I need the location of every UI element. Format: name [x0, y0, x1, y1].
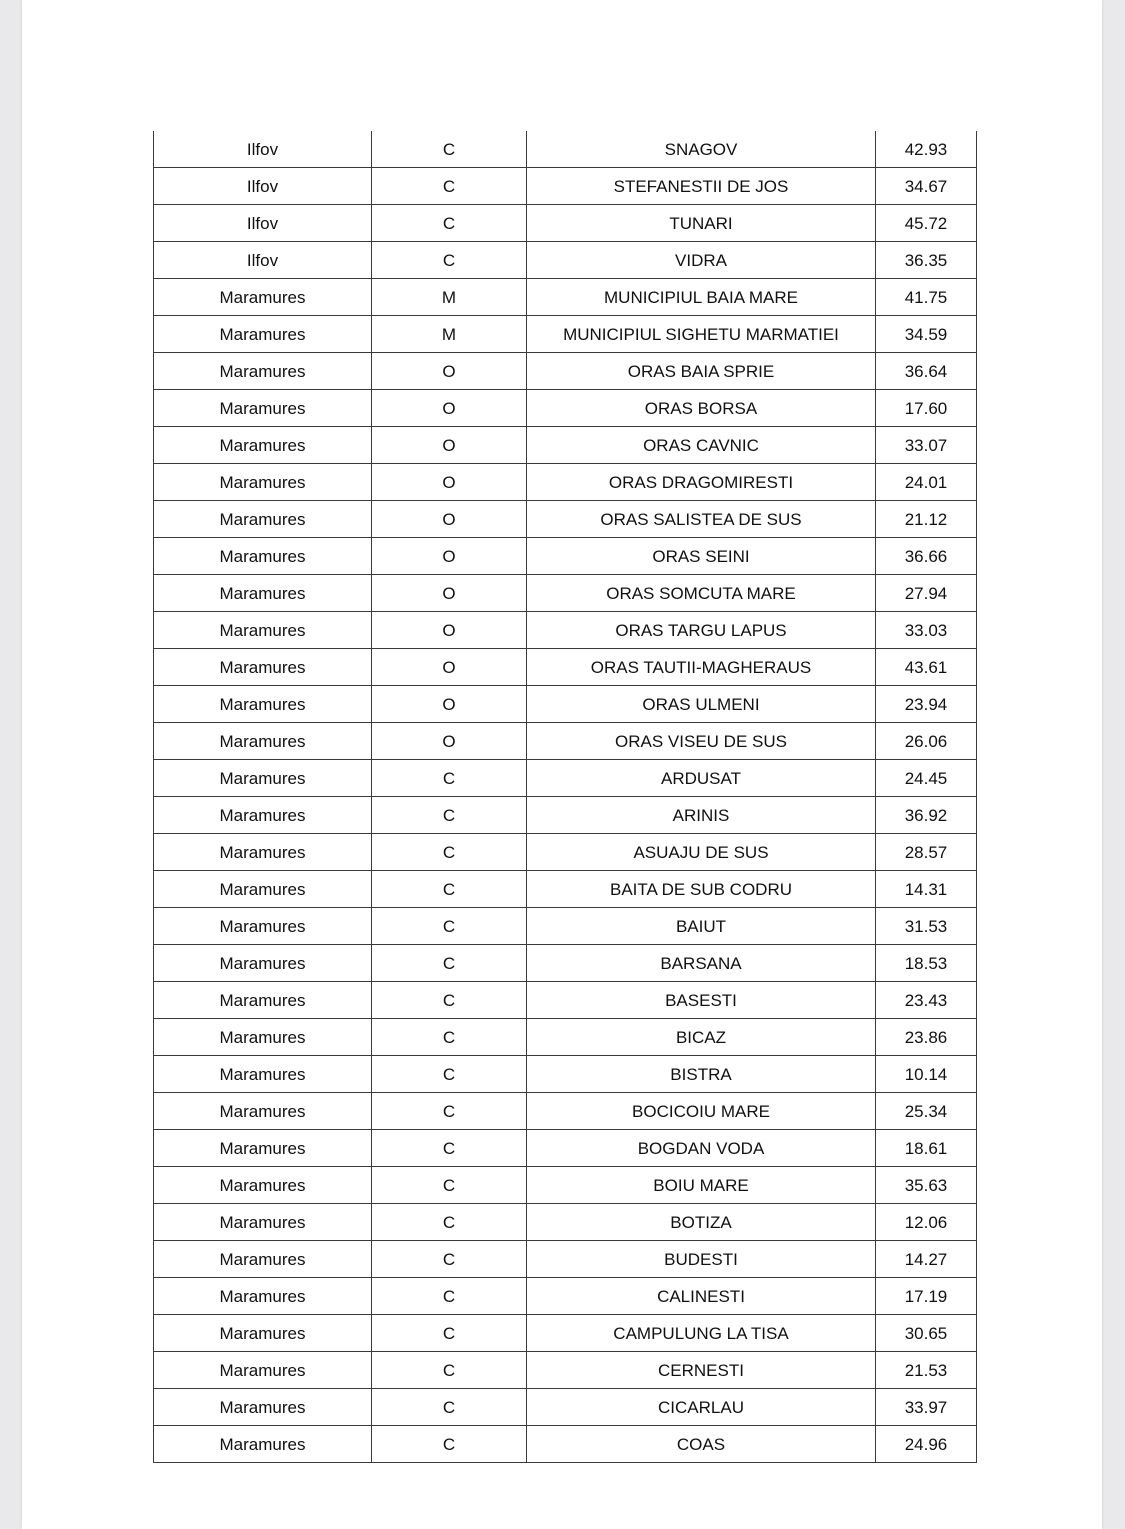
locality-cell: BUDESTI: [527, 1241, 876, 1278]
county-cell: Ilfov: [154, 242, 372, 279]
type-cell: O: [372, 501, 527, 538]
rate-cell: 24.96: [876, 1426, 977, 1463]
type-cell: C: [372, 242, 527, 279]
county-cell: Maramures: [154, 501, 372, 538]
type-cell: C: [372, 834, 527, 871]
rate-cell: 33.97: [876, 1389, 977, 1426]
table-row: [154, 1130, 977, 1167]
table-row: [154, 797, 977, 834]
table-row: [154, 1204, 977, 1241]
table-row: [154, 1167, 977, 1204]
rate-cell: 36.66: [876, 538, 977, 575]
table-row: [154, 279, 977, 316]
type-cell: C: [372, 1352, 527, 1389]
table-row: [154, 501, 977, 538]
table-row: [154, 1093, 977, 1130]
table-row: [154, 205, 977, 242]
county-cell: Maramures: [154, 538, 372, 575]
table-row: [154, 982, 977, 1019]
county-cell: Maramures: [154, 575, 372, 612]
locality-cell: BOGDAN VODA: [527, 1130, 876, 1167]
table-row: [154, 1019, 977, 1056]
locality-cell: CICARLAU: [527, 1389, 876, 1426]
rate-cell: 41.75: [876, 279, 977, 316]
table-row: [154, 168, 977, 205]
locality-cell: CERNESTI: [527, 1352, 876, 1389]
county-cell: Maramures: [154, 797, 372, 834]
county-cell: Maramures: [154, 1315, 372, 1352]
type-cell: O: [372, 686, 527, 723]
rate-cell: 33.03: [876, 612, 977, 649]
type-cell: C: [372, 1241, 527, 1278]
type-cell: C: [372, 168, 527, 205]
locality-cell: VIDRA: [527, 242, 876, 279]
type-cell: O: [372, 538, 527, 575]
type-cell: C: [372, 760, 527, 797]
table-row: [154, 575, 977, 612]
table-row: [154, 1426, 977, 1463]
type-cell: C: [372, 797, 527, 834]
rate-cell: 23.86: [876, 1019, 977, 1056]
type-cell: C: [372, 1426, 527, 1463]
county-cell: Maramures: [154, 1019, 372, 1056]
rate-cell: 14.31: [876, 871, 977, 908]
type-cell: C: [372, 1389, 527, 1426]
county-cell: Maramures: [154, 1204, 372, 1241]
type-cell: M: [372, 279, 527, 316]
rate-cell: 24.45: [876, 760, 977, 797]
locality-cell: BASESTI: [527, 982, 876, 1019]
county-cell: Maramures: [154, 834, 372, 871]
rate-cell: 28.57: [876, 834, 977, 871]
type-cell: O: [372, 390, 527, 427]
rate-cell: 14.27: [876, 1241, 977, 1278]
type-cell: O: [372, 575, 527, 612]
type-cell: C: [372, 131, 527, 168]
locality-cell: BAITA DE SUB CODRU: [527, 871, 876, 908]
rate-cell: 18.53: [876, 945, 977, 982]
table-row: [154, 1241, 977, 1278]
county-cell: Maramures: [154, 353, 372, 390]
type-cell: C: [372, 908, 527, 945]
locality-cell: MUNICIPIUL SIGHETU MARMATIEI: [527, 316, 876, 353]
rate-cell: 24.01: [876, 464, 977, 501]
county-cell: Maramures: [154, 1241, 372, 1278]
table-row: [154, 1056, 977, 1093]
rate-cell: 43.61: [876, 649, 977, 686]
locality-cell: CAMPULUNG LA TISA: [527, 1315, 876, 1352]
rate-cell: 36.92: [876, 797, 977, 834]
county-cell: Maramures: [154, 464, 372, 501]
county-cell: Maramures: [154, 1389, 372, 1426]
county-cell: Maramures: [154, 871, 372, 908]
type-cell: C: [372, 205, 527, 242]
table-row: [154, 612, 977, 649]
locality-cell: ORAS ULMENI: [527, 686, 876, 723]
locality-cell: ARDUSAT: [527, 760, 876, 797]
county-cell: Maramures: [154, 686, 372, 723]
county-cell: Maramures: [154, 649, 372, 686]
table-row: [154, 908, 977, 945]
table-row: [154, 316, 977, 353]
locality-cell: BOCICOIU MARE: [527, 1093, 876, 1130]
rate-cell: 45.72: [876, 205, 977, 242]
table-row: [154, 945, 977, 982]
type-cell: M: [372, 316, 527, 353]
county-cell: Ilfov: [154, 168, 372, 205]
locality-cell: ORAS DRAGOMIRESTI: [527, 464, 876, 501]
rate-cell: 10.14: [876, 1056, 977, 1093]
locality-cell: ORAS VISEU DE SUS: [527, 723, 876, 760]
rate-cell: 36.64: [876, 353, 977, 390]
locality-cell: BOIU MARE: [527, 1167, 876, 1204]
county-cell: Maramures: [154, 1352, 372, 1389]
locality-cell: SNAGOV: [527, 131, 876, 168]
county-cell: Maramures: [154, 1426, 372, 1463]
type-cell: C: [372, 1019, 527, 1056]
locality-cell: ORAS CAVNIC: [527, 427, 876, 464]
table-row: [154, 427, 977, 464]
locality-cell: MUNICIPIUL BAIA MARE: [527, 279, 876, 316]
locality-table: [153, 131, 977, 1463]
type-cell: O: [372, 353, 527, 390]
rate-cell: 12.06: [876, 1204, 977, 1241]
rate-cell: 23.94: [876, 686, 977, 723]
rate-cell: 34.59: [876, 316, 977, 353]
locality-cell: ORAS SALISTEA DE SUS: [527, 501, 876, 538]
county-cell: Maramures: [154, 390, 372, 427]
county-cell: Maramures: [154, 908, 372, 945]
county-cell: Maramures: [154, 1278, 372, 1315]
table-row: [154, 723, 977, 760]
rate-cell: 33.07: [876, 427, 977, 464]
rate-cell: 42.93: [876, 131, 977, 168]
locality-cell: BAIUT: [527, 908, 876, 945]
locality-cell: BICAZ: [527, 1019, 876, 1056]
table-row: [154, 1389, 977, 1426]
type-cell: C: [372, 1315, 527, 1352]
locality-cell: ORAS BORSA: [527, 390, 876, 427]
locality-cell: BARSANA: [527, 945, 876, 982]
locality-cell: COAS: [527, 1426, 876, 1463]
table-row: [154, 1278, 977, 1315]
county-cell: Maramures: [154, 760, 372, 797]
table-row: [154, 1315, 977, 1352]
county-cell: Maramures: [154, 316, 372, 353]
locality-cell: ARINIS: [527, 797, 876, 834]
table-row: [154, 353, 977, 390]
table-row: [154, 538, 977, 575]
rate-cell: 34.67: [876, 168, 977, 205]
type-cell: C: [372, 1056, 527, 1093]
county-cell: Maramures: [154, 1130, 372, 1167]
table-row: [154, 390, 977, 427]
table-row: [154, 649, 977, 686]
table-row: [154, 1352, 977, 1389]
type-cell: O: [372, 723, 527, 760]
type-cell: C: [372, 1204, 527, 1241]
county-cell: Maramures: [154, 723, 372, 760]
type-cell: C: [372, 1278, 527, 1315]
rate-cell: 21.53: [876, 1352, 977, 1389]
rate-cell: 30.65: [876, 1315, 977, 1352]
type-cell: O: [372, 612, 527, 649]
locality-cell: CALINESTI: [527, 1278, 876, 1315]
county-cell: Maramures: [154, 612, 372, 649]
county-cell: Maramures: [154, 1093, 372, 1130]
rate-cell: 25.34: [876, 1093, 977, 1130]
rate-cell: 36.35: [876, 242, 977, 279]
table-row: [154, 131, 977, 168]
county-cell: Maramures: [154, 279, 372, 316]
locality-cell: ORAS TAUTII-MAGHERAUS: [527, 649, 876, 686]
county-cell: Ilfov: [154, 205, 372, 242]
rate-cell: 26.06: [876, 723, 977, 760]
type-cell: C: [372, 1130, 527, 1167]
locality-cell: TUNARI: [527, 205, 876, 242]
locality-cell: ORAS TARGU LAPUS: [527, 612, 876, 649]
rate-cell: 23.43: [876, 982, 977, 1019]
rate-cell: 21.12: [876, 501, 977, 538]
type-cell: O: [372, 464, 527, 501]
table-row: [154, 464, 977, 501]
type-cell: C: [372, 1167, 527, 1204]
county-cell: Maramures: [154, 1167, 372, 1204]
county-cell: Maramures: [154, 945, 372, 982]
locality-cell: STEFANESTII DE JOS: [527, 168, 876, 205]
rate-cell: 17.60: [876, 390, 977, 427]
rate-cell: 18.61: [876, 1130, 977, 1167]
rate-cell: 17.19: [876, 1278, 977, 1315]
table-row: [154, 686, 977, 723]
county-cell: Maramures: [154, 1056, 372, 1093]
rate-cell: 35.63: [876, 1167, 977, 1204]
type-cell: O: [372, 427, 527, 464]
type-cell: C: [372, 871, 527, 908]
rate-cell: 27.94: [876, 575, 977, 612]
table-row: [154, 834, 977, 871]
table-row: [154, 871, 977, 908]
type-cell: C: [372, 1093, 527, 1130]
table-row: [154, 242, 977, 279]
table-body: [154, 131, 977, 1463]
locality-cell: ORAS SOMCUTA MARE: [527, 575, 876, 612]
locality-cell: ORAS BAIA SPRIE: [527, 353, 876, 390]
locality-cell: BOTIZA: [527, 1204, 876, 1241]
county-cell: Maramures: [154, 982, 372, 1019]
county-cell: Maramures: [154, 427, 372, 464]
type-cell: C: [372, 945, 527, 982]
type-cell: O: [372, 649, 527, 686]
table-row: [154, 760, 977, 797]
type-cell: C: [372, 982, 527, 1019]
rate-cell: 31.53: [876, 908, 977, 945]
locality-cell: BISTRA: [527, 1056, 876, 1093]
locality-cell: ORAS SEINI: [527, 538, 876, 575]
locality-cell: ASUAJU DE SUS: [527, 834, 876, 871]
county-cell: Ilfov: [154, 131, 372, 168]
